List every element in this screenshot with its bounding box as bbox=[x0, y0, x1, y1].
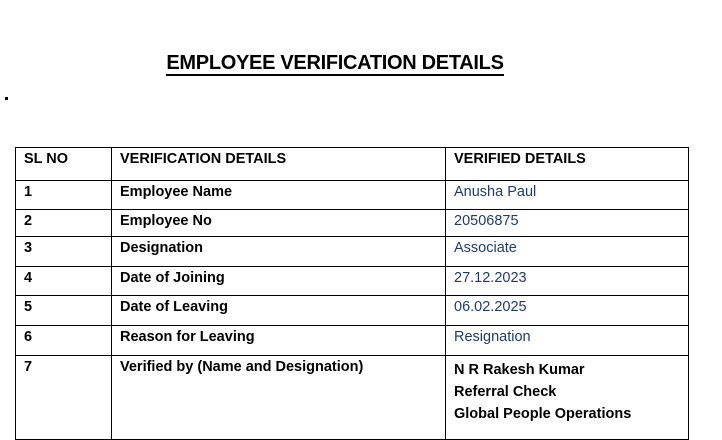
row-label: Employee Name bbox=[112, 181, 446, 210]
verifier-name: N R Rakesh Kumar bbox=[454, 362, 585, 378]
row-label: Designation bbox=[112, 237, 446, 267]
table-row bbox=[16, 181, 689, 210]
row-sl: 3 bbox=[16, 237, 112, 267]
row-sl: 1 bbox=[16, 181, 112, 210]
table-row bbox=[16, 267, 689, 296]
row-label: Employee No bbox=[112, 210, 446, 237]
row-label: Date of Leaving bbox=[112, 296, 446, 326]
row-sl: 4 bbox=[16, 267, 112, 296]
row-sl: 7 bbox=[16, 356, 112, 440]
row-value: 27.12.2023 bbox=[446, 267, 689, 296]
row-value: Associate bbox=[446, 237, 689, 267]
table-header-row bbox=[16, 148, 689, 181]
table-row bbox=[16, 237, 689, 267]
header-sl-no: SL NO bbox=[16, 148, 112, 181]
row-sl: 2 bbox=[16, 210, 112, 237]
row-value: 06.02.2025 bbox=[446, 296, 689, 326]
row-label: Reason for Leaving bbox=[112, 326, 446, 356]
row-label: Verified by (Name and Designation) bbox=[112, 356, 446, 440]
table-row bbox=[16, 356, 689, 440]
row-value: Anusha Paul bbox=[446, 181, 689, 210]
row-sl: 6 bbox=[16, 326, 112, 356]
header-verified-details: VERIFIED DETAILS bbox=[446, 148, 689, 181]
table-row bbox=[16, 296, 689, 326]
row-value: 20506875 bbox=[446, 210, 689, 237]
page-title-text: EMPLOYEE VERIFICATION DETAILS bbox=[166, 52, 504, 74]
table-row bbox=[16, 326, 689, 356]
row-sl: 5 bbox=[16, 296, 112, 326]
stray-dot-mark bbox=[5, 97, 8, 100]
row-label: Date of Joining bbox=[112, 267, 446, 296]
header-verification-details: VERIFICATION DETAILS bbox=[112, 148, 446, 181]
row-value-verifier bbox=[446, 356, 689, 440]
verification-table bbox=[15, 147, 689, 440]
row-value: Resignation bbox=[446, 326, 689, 356]
verifier-role: Referral Check bbox=[454, 384, 557, 400]
table-row bbox=[16, 210, 689, 237]
verifier-department: Global People Operations bbox=[454, 406, 632, 422]
page-title bbox=[0, 52, 670, 75]
